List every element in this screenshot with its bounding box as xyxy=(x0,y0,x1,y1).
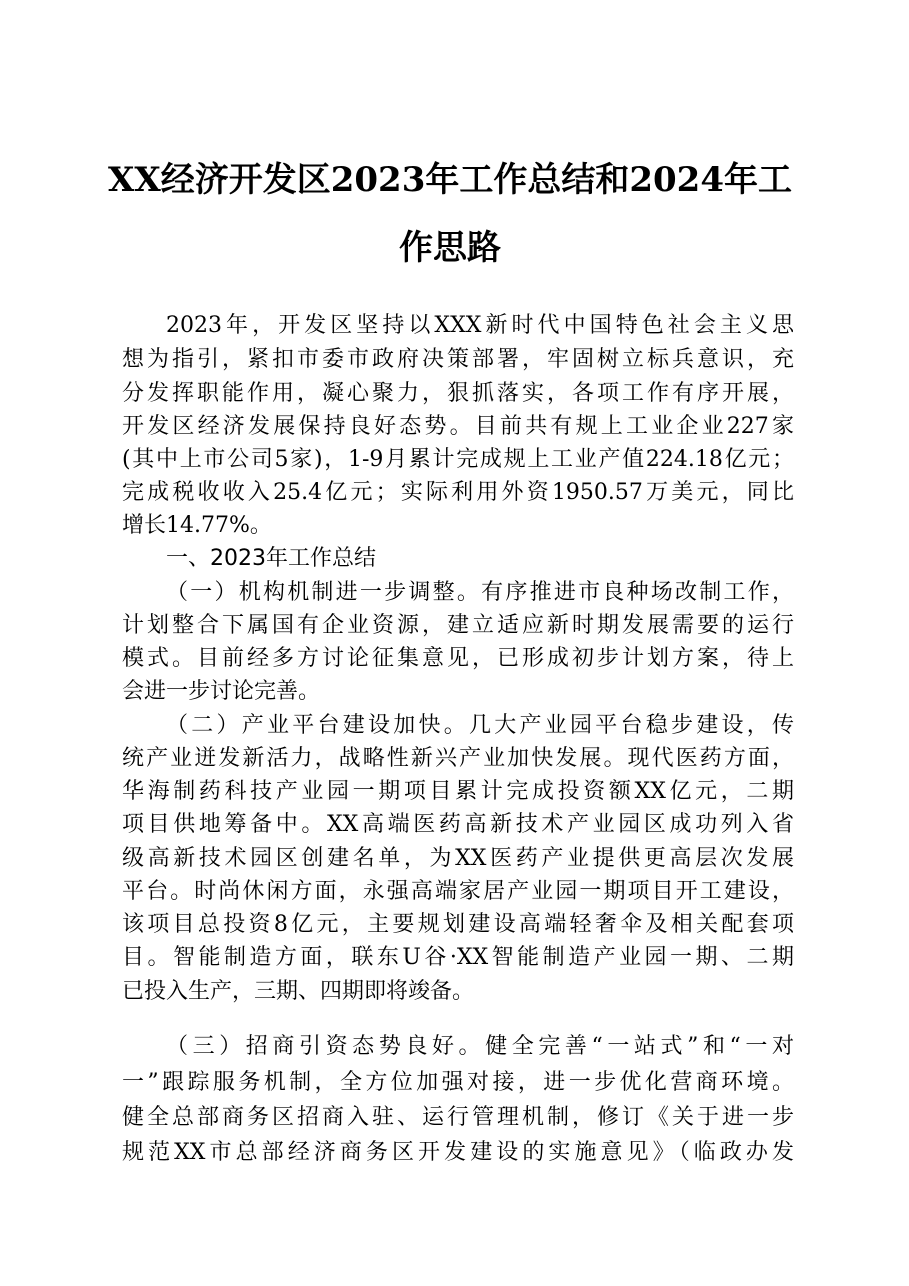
intro-line: (其中上市公司5家)，1-9月累计完成规上工业产值224.18亿元； xyxy=(122,447,794,472)
paragraph-line: 统产业迸发新活力，战略性新兴产业加快发展。现代医药方面， xyxy=(122,746,794,771)
intro-line: 分发挥职能作用，凝心聚力，狠抓落实，各项工作有序开展， xyxy=(122,381,794,406)
paragraph-line: 健全总部商务区招商入驻、运行管理机制，修订《关于进一步 xyxy=(122,1105,794,1130)
paragraph-line: 会进一步讨论完善。 xyxy=(122,679,321,704)
paragraph-line: 级高新技术园区创建名单，为XX医药产业提供更高层次发展 xyxy=(122,846,794,871)
paragraph-line: 计划整合下属国有企业资源，建立适应新时期发展需要的运行 xyxy=(122,613,794,638)
paragraph-line: （三）招商引资态势良好。健全完善“一站式”和“一对 xyxy=(166,1034,794,1059)
intro-line: 2023年，开发区坚持以XXX新时代中国特色社会主义思 xyxy=(166,313,794,338)
paragraph-line: 该项目总投资8亿元，主要规划建设高端轻奢伞及相关配套项 xyxy=(122,912,794,937)
intro-line: 想为指引，紧扣市委市政府决策部署，牢固树立标兵意识，充 xyxy=(122,347,794,372)
paragraph-line: 模式。目前经多方讨论征集意见，已形成初步计划方案，待上 xyxy=(122,646,794,671)
paragraph-line: 华海制药科技产业园一期项目累计完成投资额XX亿元，二期 xyxy=(122,779,794,804)
paragraph-line: 项目供地筹备中。XX高端医药高新技术产业园区成功列入省 xyxy=(122,812,794,837)
intro-line: 增长14.77%。 xyxy=(122,513,272,538)
paragraph-line: 已投入生产，三期、四期即将竣备。 xyxy=(122,979,475,1004)
paragraph-line: 规范XX市总部经济商务区开发建设的实施意见》（临政办发 xyxy=(122,1140,794,1165)
paragraph-line: （二）产业平台建设加快。几大产业园平台稳步建设，传 xyxy=(166,713,794,738)
paragraph-line: （一）机构机制进一步调整。有序推进市良种场改制工作， xyxy=(166,580,794,605)
intro-line: 完成税收收入25.4亿元；实际利用外资1950.57万美元，同比 xyxy=(122,480,794,505)
document-title-line-1: XX经济开发区2023年工作总结和2024年工 xyxy=(107,160,793,200)
paragraph-line: 目。智能制造方面，联东U谷·XX智能制造产业园一期、二期 xyxy=(122,945,794,970)
paragraph-line: 平台。时尚休闲方面，永强高端家居产业园一期项目开工建设， xyxy=(122,879,794,904)
document-title-line-2: 作思路 xyxy=(399,228,501,268)
section-heading: 一、2023年工作总结 xyxy=(166,546,376,571)
intro-line: 开发区经济发展保持良好态势。目前共有规上工业企业227家 xyxy=(122,414,794,439)
paragraph-line: 一”跟踪服务机制，全方位加强对接，进一步优化营商环境。 xyxy=(122,1070,794,1095)
